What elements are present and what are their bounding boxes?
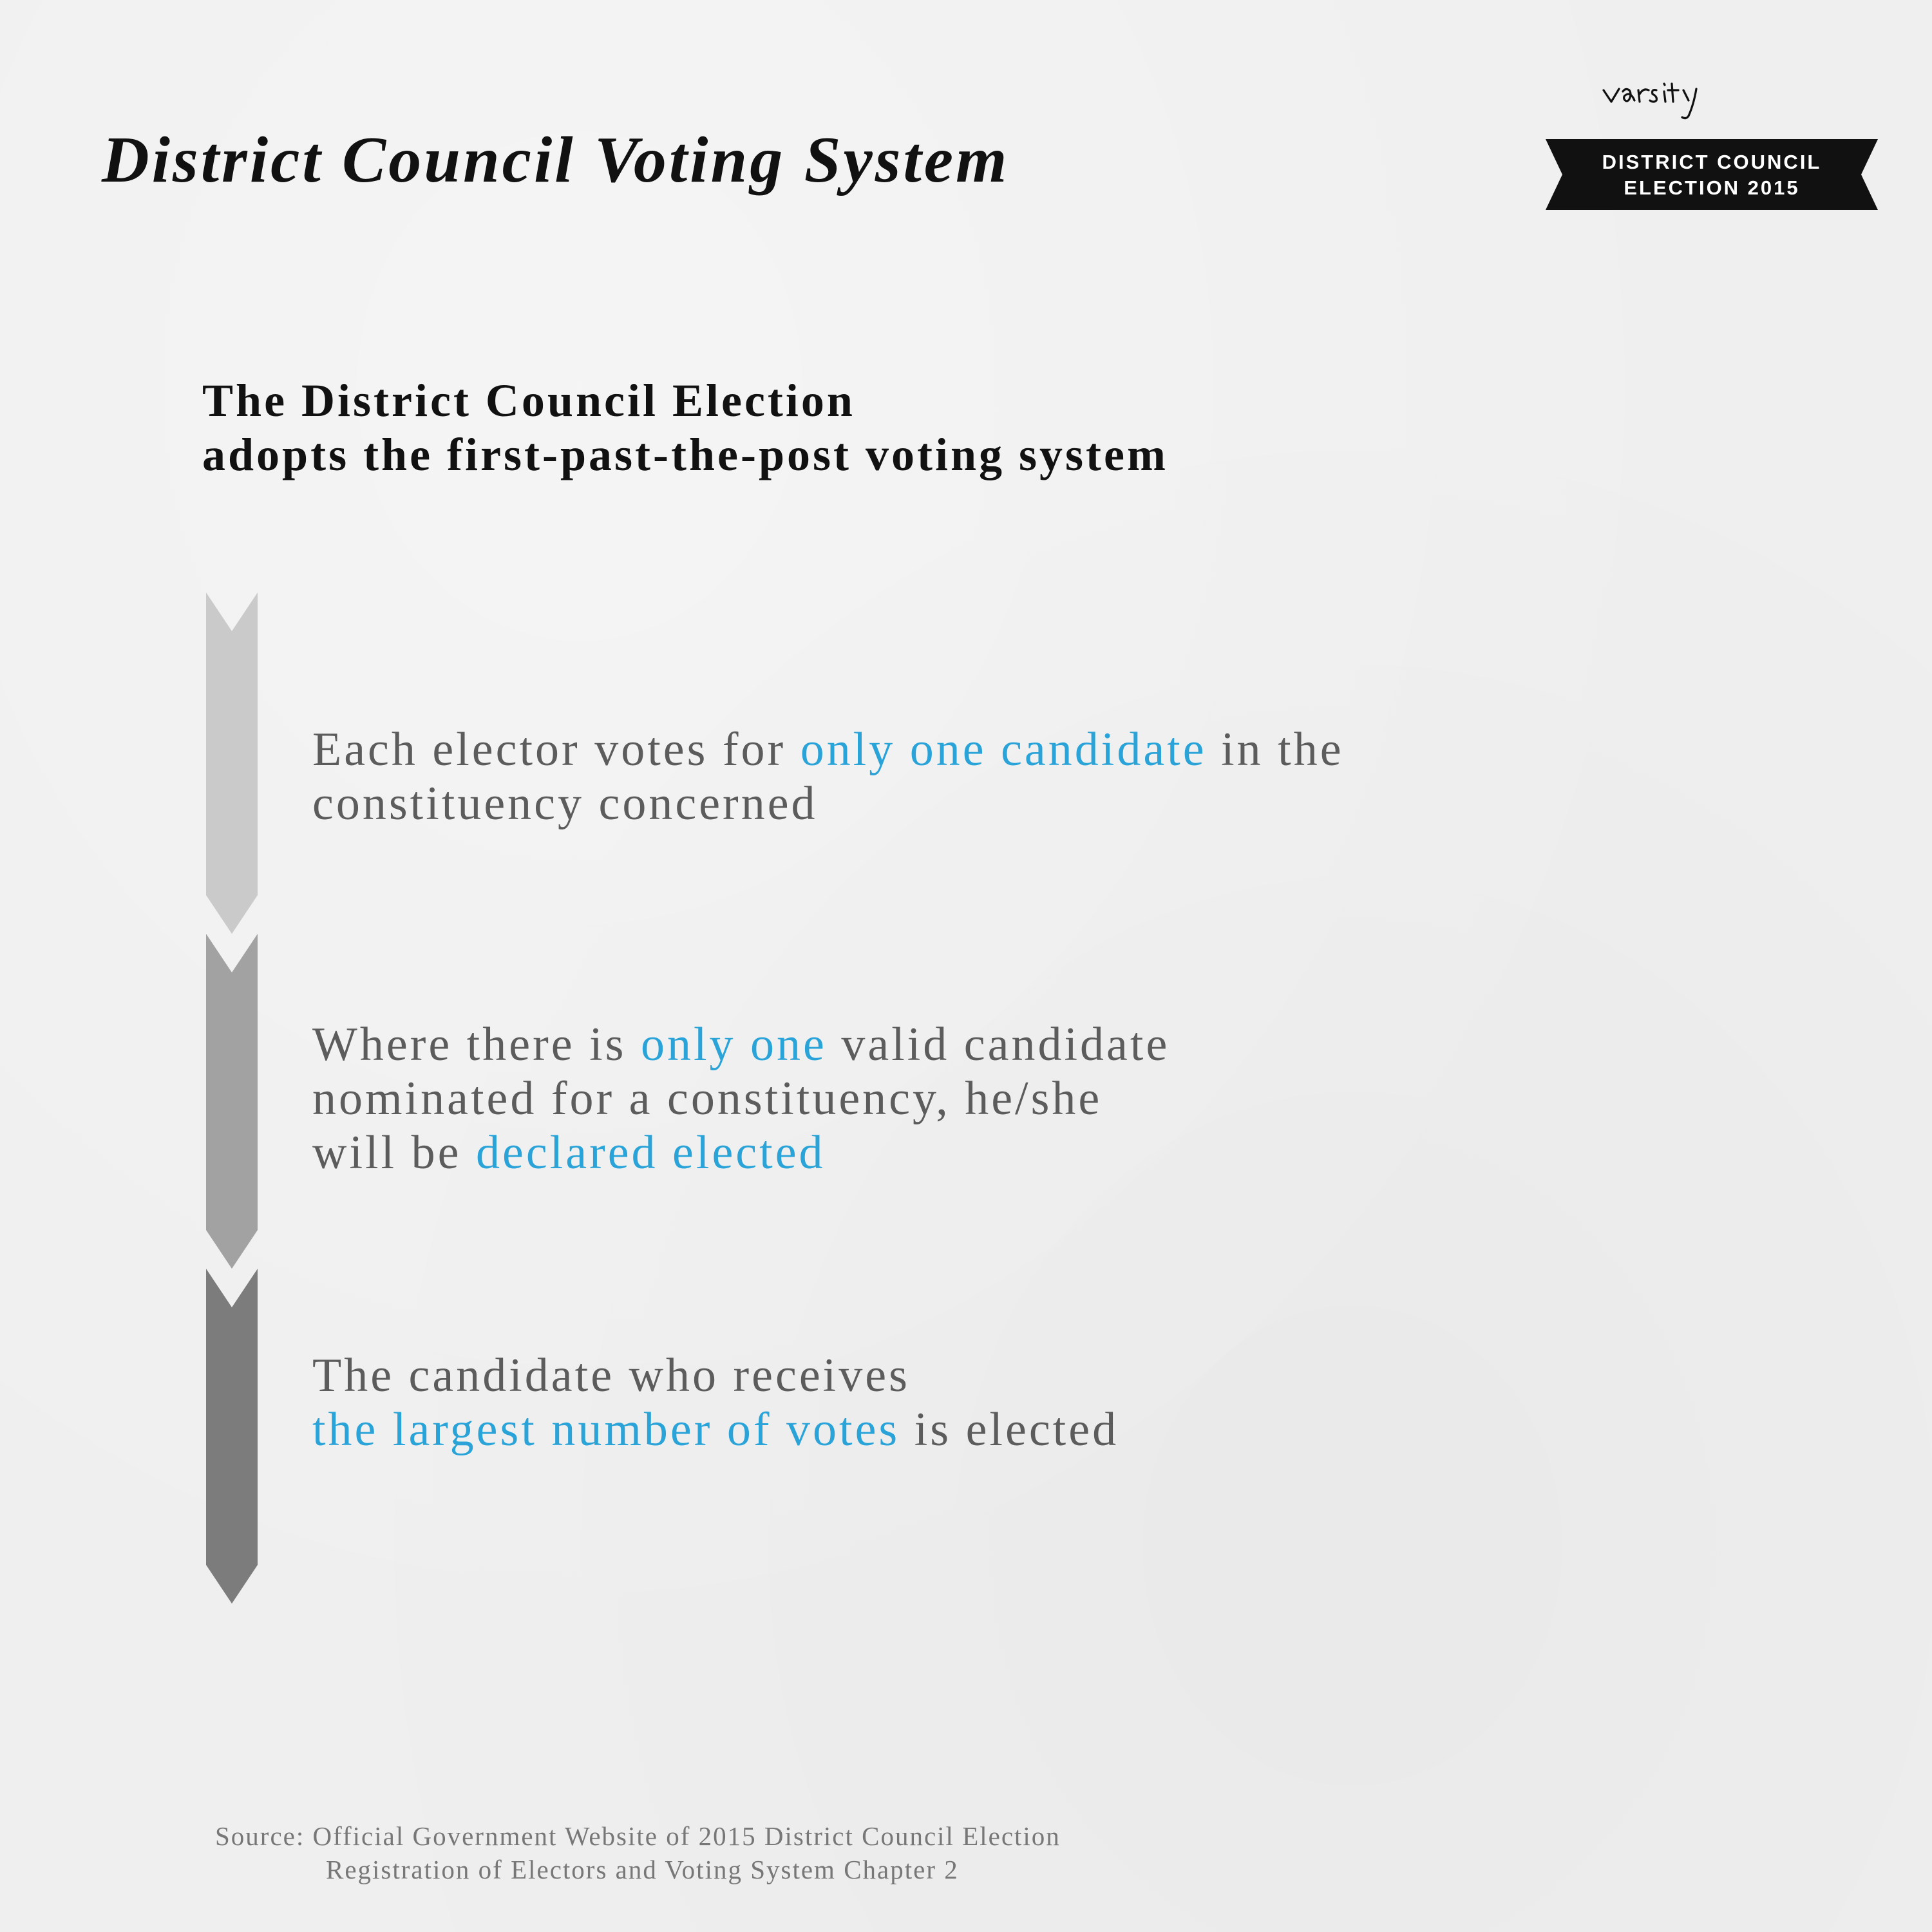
step-1-line-1	[312, 723, 1344, 777]
step-2-text-part: will be	[312, 1126, 476, 1179]
step-3-text-part: is elected	[900, 1403, 1119, 1456]
step-1-highlight: only one candidate	[800, 723, 1207, 776]
step-1-text-part: Each elector votes for	[312, 723, 800, 776]
step-1-line-2: constituency concerned	[312, 777, 818, 830]
step-3-text	[312, 1349, 1119, 1457]
step-3-line-1: The candidate who receives	[312, 1349, 910, 1402]
step-3-highlight: the largest number of votes	[312, 1403, 900, 1456]
step-arrows	[206, 592, 258, 1604]
step-2-line-1	[312, 1018, 1170, 1072]
step-arrow-2	[206, 934, 258, 1269]
step-2-text-part: valid candidate	[826, 1018, 1170, 1071]
step-2-line-2: nominated for a constituency, he/she	[312, 1072, 1103, 1125]
varsity-logo	[1597, 71, 1803, 122]
step-2-text-part: Where there is	[312, 1018, 641, 1071]
source-note	[215, 1819, 1061, 1886]
subtitle	[202, 374, 1168, 482]
page-title: District Council Voting System	[102, 124, 1010, 196]
varsity-logo-signature	[1597, 71, 1803, 122]
step-arrow-3	[206, 1269, 258, 1604]
banner-line-1: DISTRICT COUNCIL	[1602, 151, 1822, 173]
subtitle-line-1: The District Council Election	[202, 375, 855, 426]
source-line-1: Source: Official Government Website of 2015 District Council Election	[215, 1821, 1061, 1851]
step-3-line-2	[312, 1403, 1119, 1457]
step-arrow-1	[206, 592, 258, 934]
step-1-text-part: in the	[1206, 723, 1344, 776]
banner-line-2: ELECTION 2015	[1624, 176, 1800, 199]
subtitle-line-2: adopts the first-past-the-post voting system	[202, 429, 1168, 480]
election-banner	[1546, 139, 1878, 210]
step-2-highlight: declared elected	[475, 1126, 826, 1179]
step-2-line-3	[312, 1126, 1170, 1180]
step-2-text	[312, 1018, 1170, 1180]
source-line-2: Registration of Electors and Voting System Chapter 2	[326, 1855, 959, 1884]
step-1-text	[312, 723, 1344, 831]
step-2-highlight: only one	[640, 1018, 827, 1071]
